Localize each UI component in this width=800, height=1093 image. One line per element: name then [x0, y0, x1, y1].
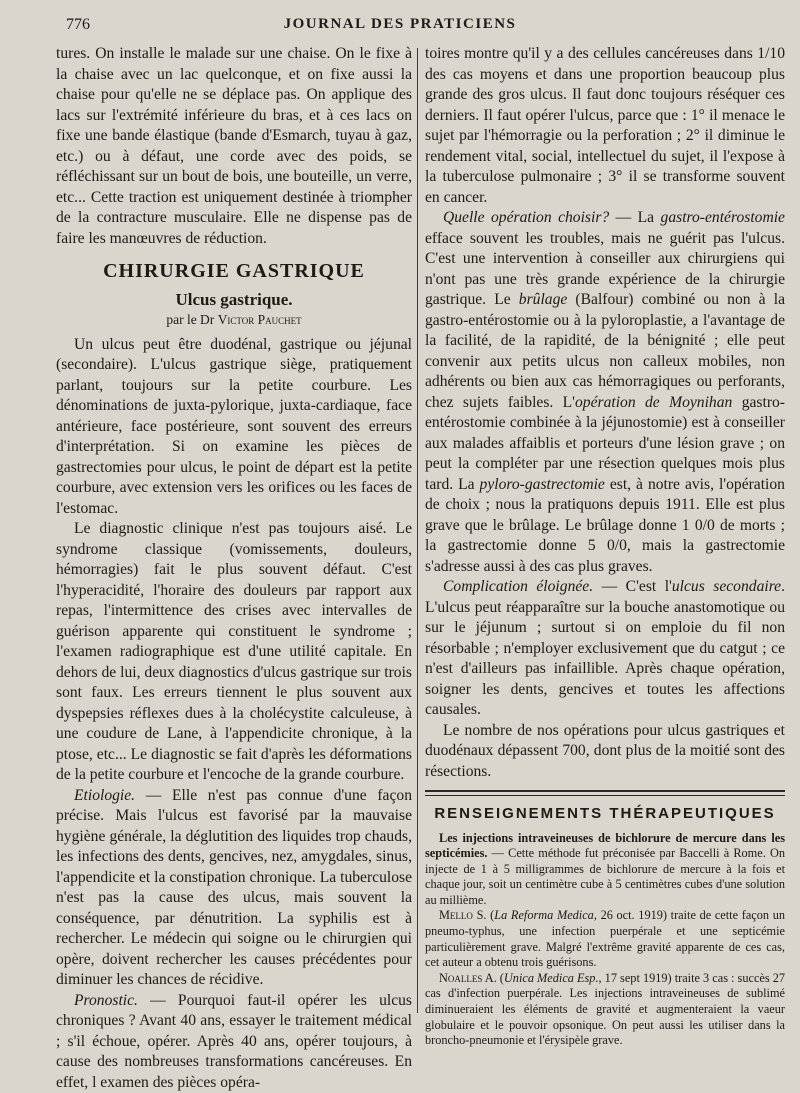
pronostic-heading: Pronostic.: [74, 992, 138, 1009]
paragraph-pronostic: [56, 991, 412, 1093]
emphasis-run: pyloro-gastrectomie: [480, 476, 605, 493]
paragraph-etiologie: [56, 786, 412, 991]
renseignements-body: [425, 831, 785, 1049]
reference-journal: Unica Medica Esp.: [504, 971, 599, 985]
page-header: [0, 14, 800, 40]
text-run: — Cette méthode fut préconisée par Baccelli à Rome. On injecte de 1 à 5 milligrammes de bichlorure de mercure à la fois et chaque jour, soit un centimètre cube à 5 centimètres cubes d'une solution au millième.: [425, 846, 785, 907]
paragraph-statistics: Le nombre de nos opérations pour ulcus gastriques et duodénaux dépassent 700, dont plus de la moitié sont des résections.: [425, 721, 785, 783]
pronostic-text: — Pourquoi faut-il opérer les ulcus chroniques ? Avant 40 ans, essayer le traitement médical ; s'il échoue, opérer. Après 40 ans, opérer toujours, à cause des nombreuses transformations cancéreuses. En effet, l examen des pièces opéra-: [56, 992, 412, 1091]
text-run: , 17 sept 1919) traite 3 cas : succès 27 cas d'infection puerpérale. Les injections intraveineuses de sublimé diminueraient les éléments de gravité et augmenteraient la vaeur globulaire et le pouvoir opsonique. On peut aussi les utiliser dans la broncho-pneumonie et l'érysipèle grave.: [425, 971, 785, 1047]
byline-prefix: par le Dr: [166, 312, 214, 327]
section-title: CHIRURGIE GASTRIQUE: [56, 261, 412, 282]
etiologie-text: — Elle n'est pas connue d'une façon précise. Mais l'ulcus est favorisé par la mauvaise hygiène générale, la déglutition des liquides trop chauds, les infections des dents, gencives, nez, amygdales, sinus, l'appendicite et la constipation chronique. La tuberculose n'est pas la cause des ulcus, mais souvent la conséquence, par dénutrition. La syphilis est à rechercher. Le médecin qui soigne ou le chirurgien qui opère, doivent rechercher les causes précédentes pour diminuer les chances de récidive.: [56, 787, 412, 989]
intro-paragraph: tures. On installe le malade sur une chaise. On le fixe à la chaise avec un lac quelconque, et on fixe aussi la chaise pour qu'elle ne se déplace pas. On applique des lacs sur l'extrémité inférieure du bras, et à ces lacs on fixe une bande élastique (bande d'Esmarch, tuyau à gaz, etc.) ou à défaut, une corde avec des poids, se réfléchissant sur un bout de bois, une bouteille, un verre, etc... Cette traction est uniquement destinée à triompher de la contracture musculaire. Elle ne dispense pas de faire les manœuvres de réduction.: [56, 44, 412, 249]
right-column: [425, 44, 785, 1049]
section-rule-thin: [425, 795, 785, 796]
text-run: — C'est l': [593, 578, 672, 595]
text-run: (: [497, 971, 504, 985]
renseignement-item-title: Les injections intraveineuses de bichlorure de mercure dans les septicémies.: [425, 831, 785, 861]
complication-heading: Complication éloignée.: [443, 578, 593, 595]
section-rule: [425, 790, 785, 792]
reference-author: Noalles A.: [439, 971, 497, 985]
left-column: [56, 44, 412, 1093]
emphasis-run: gastro-entérostomie: [661, 209, 785, 226]
byline: [56, 310, 412, 331]
operation-choice-heading: Quelle opération choisir?: [443, 209, 609, 226]
emphasis-run: opération de Moynihan: [575, 394, 732, 411]
renseignements-title: RENSEIGNEMENTS THÉRAPEUTIQUES: [425, 804, 785, 825]
emphasis-run: ulcus secondaire: [672, 578, 781, 595]
paragraph-diagnostic: Le diagnostic clinique n'est pas toujours aisé. Le syndrome classique (vomissements, douleurs, hémorragies) fait le plus souvent défaut. C'est l'hyperacidité, l'horaire des douleurs par rapport aux repas, l'intermittence des crises avec intervalles de guérison apparente qui constituent le syndrome ; l'examen radiographique est d'une utilité capitale. En dehors de lui, deux diagnostics d'ulcus gastrique sur trois sont faux. Les erreurs tiennent le plus souvent aux dyspepsies réflexes dues à la cholécystite calculeuse, à une coudure de Lane, à l'appendicite chronique, à la ptose, etc... Le diagnostic se fait d'après les déformations de la petite courbure et l'encoche de la grande courbure.: [56, 519, 412, 786]
text-run: , 26 oct. 1919) traite de cette façon un pneumo-typhus, une infection puerpérale et une septicémie particulièrement grave. Malgré l'extrême gravité apparente de ces cas, cet auteur a obtenu trois guérisons.: [425, 908, 785, 969]
etiologie-heading: Etiologie.: [74, 787, 135, 804]
text-run: (Balfour) combiné ou non à la gastro-entérostomie ou à la pyloroplastie, a l'avantage de la facilité, de la rapidité, de la bénignité ; elle peut convenir aux petits ulcus non calleux mobiles, non adhérents ou bien aux cas hémorragiques ou perforants, chez sujets faibles. L': [425, 291, 785, 411]
column-divider: [417, 48, 418, 1013]
paragraph-operation-choice: [425, 208, 785, 577]
text-run: (: [487, 908, 495, 922]
journal-title: JOURNAL DES PRATICIENS: [0, 16, 800, 33]
text-run: gastro-entérostomie combinée à la jéjunostomie) est à conseiller aux malades affaiblis et porteurs d'une lésion grave ; on peut la compléter par une résection quelques mois plus tard. La: [425, 394, 785, 493]
paragraph-definition: Un ulcus peut être duodénal, gastrique ou jéjunal (secondaire). L'ulcus gastrique siège, pratiquement parlant, toujours sur la petite courbure. Les dénominations de juxta-pylorique, juxta-cardiaque, face antérieure, face postérieure, sont souvent des erreurs d'interprétation. Si on examine les pièces de gastrectomies pour ulcus, le point de départ est la petite courbure, avec extension vers les orifices ou les faces de l'estomac.: [56, 335, 412, 520]
text-run: efface souvent les troubles, mais ne guérit pas l'ulcus. C'est une intervention à conseiller aux chirurgiens qui n'ont pas une très grande expérience de la chirurgie gastrique. Le: [425, 230, 785, 309]
renseignement-item: [425, 908, 785, 970]
emphasis-run: brûlage: [519, 291, 568, 308]
page-number: 776: [66, 16, 90, 34]
renseignement-item: [425, 971, 785, 1049]
paragraph-continuation: toires montre qu'il y a des cellules cancéreuses dans 1/10 des cas moyens et dans une proportion beaucoup plus grande des gros ulcus. Il faut donc toujours réséquer ces derniers. Il faut opérer l'ulcus, parce que : 1° il menace le sujet par l'hémorragie ou la perforation ; 2° il diminue le rendement vital, social, intellectuel du sujet, il l'expose à la tuberculose pulmonaire ; 3° il se transforme souvent en cancer.: [425, 44, 785, 208]
text-run: . L'ulcus peut réapparaître sur la bouche anastomotique ou sur le jéjunum ; surtout si on emploie du fil non résorbable ; n'employer exclusivement que du catgut ; ce n'est d'ailleurs pas infaillible. Après chaque opération, soigner les dents, gencives et toutes les affections causales.: [425, 578, 785, 718]
text-run: est, à notre avis, l'opération de choix ; nous la pratiquons depuis 1911. Elle est plus grave que le brûlage. Le brûlage donne 1 0/0 de morts ; la gastrectomie donne 5 0/0, mais la gastrectomie s'adresse aussi à des cas plus graves.: [425, 476, 785, 575]
article-title: Ulcus gastrique.: [56, 290, 412, 311]
renseignement-item: [425, 831, 785, 909]
reference-author: Mello S.: [439, 908, 487, 922]
reference-journal: La Reforma Medica: [494, 908, 594, 922]
byline-author: Victor Pauchet: [218, 312, 302, 327]
text-run: — La: [609, 209, 660, 226]
paragraph-complication: [425, 577, 785, 721]
